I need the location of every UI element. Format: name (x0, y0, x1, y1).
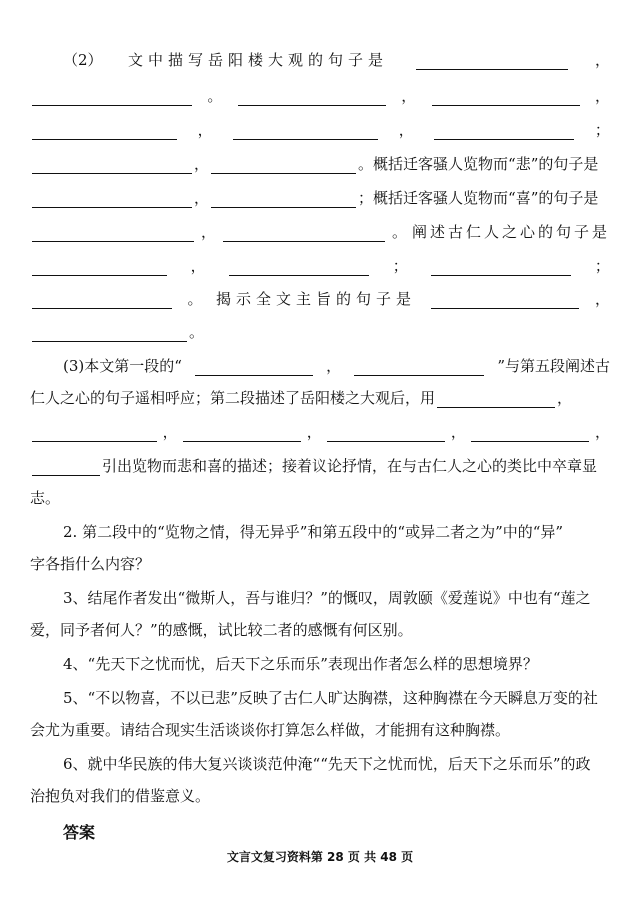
answer-blank[interactable] (229, 258, 369, 276)
question-4-text: 4、“先天下之忧而忧，后天下之乐而乐”表现出作者怎么样的思想境界？ (63, 655, 538, 673)
q3-text-5: 志。 (30, 489, 61, 507)
question-5-text: 会尤为重要。请结合现实生活谈谈你打算怎么样做，才能拥有这种胸襟。 (30, 721, 511, 739)
answer-blank[interactable] (32, 424, 157, 442)
punct-comma: ， (398, 121, 414, 139)
answer-blank[interactable] (434, 122, 574, 140)
question-6-line-2 (30, 784, 610, 806)
answer-blank[interactable] (416, 52, 568, 70)
punct-semicolon: ； (358, 189, 374, 207)
punct-period: 。 (189, 323, 205, 341)
q3-label: (3)本文第一段的“ (63, 357, 182, 375)
q3-line-2 (30, 386, 610, 408)
q2-gu-text: 阐述古仁人之心的句子是 (411, 223, 610, 241)
q2-line-5 (30, 186, 610, 208)
q2-xi-text: 概括迁客骚人览物而“喜”的句子是 (373, 189, 599, 207)
answer-blank[interactable] (32, 258, 167, 276)
answer-blank[interactable] (32, 291, 172, 309)
page-footer: 文言文复习资料第 28 页 共 48 页 (226, 850, 414, 864)
punct-comma: ， (194, 189, 210, 207)
answer-blank[interactable] (327, 424, 445, 442)
punct-period: 。 (358, 155, 374, 173)
q3-line-3 (30, 420, 610, 442)
q2-line-9 (30, 320, 610, 342)
question-5-line-1 (63, 686, 610, 708)
answer-blank[interactable] (32, 156, 192, 174)
punct-comma: ， (194, 155, 210, 173)
punct-comma: ， (594, 51, 610, 69)
answer-blank[interactable] (32, 88, 192, 106)
punct-period: 。 (391, 223, 407, 241)
answer-blank[interactable] (211, 190, 356, 208)
q2-line-1 (63, 48, 610, 70)
answer-blank[interactable] (431, 258, 571, 276)
question-6-text: 治抱负对我们的借鉴意义。 (30, 787, 211, 805)
punct-semicolon: ； (594, 257, 610, 275)
q2-text: 文中描写岳阳楼大观的句子是 (128, 51, 389, 69)
punct-comma: ， (594, 290, 610, 308)
question-3-text: 爱，同予者何人？”的感慨，试比较二者的感慨有何区别。 (30, 621, 413, 639)
q2-line-6 (30, 220, 610, 242)
question-3-line-2 (30, 618, 610, 640)
q3-text-3: 仁人之心的句子遥相呼应；第二段描述了岳阳楼之大观后，用 (30, 389, 436, 407)
punct-semicolon: ； (392, 257, 408, 275)
question-6-line-1 (63, 752, 610, 774)
punct-comma: ， (197, 121, 213, 139)
question-4-line (63, 652, 610, 674)
punct-comma: ， (594, 423, 610, 441)
punct-semicolon: ； (594, 121, 610, 139)
punct-comma: ， (326, 357, 342, 375)
answer-blank[interactable] (183, 424, 301, 442)
punct-comma: ， (200, 223, 216, 241)
q2-line-3 (30, 118, 610, 140)
answer-blank[interactable] (223, 224, 385, 242)
answer-blank[interactable] (211, 156, 356, 174)
punct-period: 。 (187, 290, 203, 308)
question-2-text: 2. 第二段中的“览物之情，得无异乎”和第五段中的“或异二者之为”中的“异” (63, 523, 564, 541)
answer-blank[interactable] (238, 88, 386, 106)
q3-line-1 (63, 354, 610, 376)
punct-comma: ， (594, 87, 610, 105)
question-3-text: 3、结尾作者发出“微斯人，吾与谁归？”的慨叹，周敦颐《爱莲说》中也有“莲之 (63, 589, 591, 607)
q2-line-4 (30, 152, 610, 174)
q2-label: （2） (63, 51, 103, 69)
question-2-line-2 (30, 552, 610, 574)
q2-line-8 (30, 287, 610, 309)
question-2-line-1 (63, 520, 610, 542)
q2-zhuzhi-text: 揭示全文主旨的句子是 (215, 290, 416, 308)
q3-text-4: 引出览物而悲和喜的描述；接着议论抒情，在与古仁人之心的类比中卒章显 (102, 457, 598, 475)
answer-blank[interactable] (432, 88, 580, 106)
question-3-line-1 (63, 586, 610, 608)
answer-blank[interactable] (32, 458, 100, 476)
punct-comma: ， (401, 87, 417, 105)
answer-blank[interactable] (431, 291, 579, 309)
q2-line-7 (30, 254, 610, 276)
answer-blank[interactable] (437, 390, 555, 408)
answer-heading: 答案 (63, 823, 96, 842)
q2-bei-text: 概括迁客骚人览物而“悲”的句子是 (373, 155, 599, 173)
punct-period: 。 (207, 87, 223, 105)
question-2-text: 字各指什么内容？ (30, 555, 151, 573)
punct-comma: ， (306, 423, 322, 441)
answer-blank[interactable] (233, 122, 378, 140)
answer-blank[interactable] (195, 358, 313, 376)
punct-comma: ， (162, 423, 178, 441)
question-5-line-2 (30, 718, 610, 740)
answer-blank[interactable] (32, 122, 177, 140)
answer-blank[interactable] (471, 424, 589, 442)
punct-comma: ， (190, 257, 206, 275)
q2-line-2 (30, 84, 610, 106)
q3-line-5 (30, 486, 610, 508)
question-5-text: 5、“不以物喜，不以已悲”反映了古仁人旷达胸襟，这种胸襟在今天瞬息万变的社 (63, 689, 598, 707)
answer-blank[interactable] (32, 190, 192, 208)
punct-comma: ， (450, 423, 466, 441)
q3-text-2: ”与第五段阐述古 (497, 357, 610, 375)
question-6-text: 6、就中华民族的伟大复兴谈谈范仲淹““先天下之忧而忧，后天下之乐而乐”的政 (63, 755, 591, 773)
answer-blank[interactable] (354, 358, 484, 376)
answer-blank[interactable] (32, 324, 187, 342)
q3-line-4 (30, 454, 610, 476)
punct-comma: ， (557, 389, 573, 407)
answer-blank[interactable] (32, 224, 194, 242)
